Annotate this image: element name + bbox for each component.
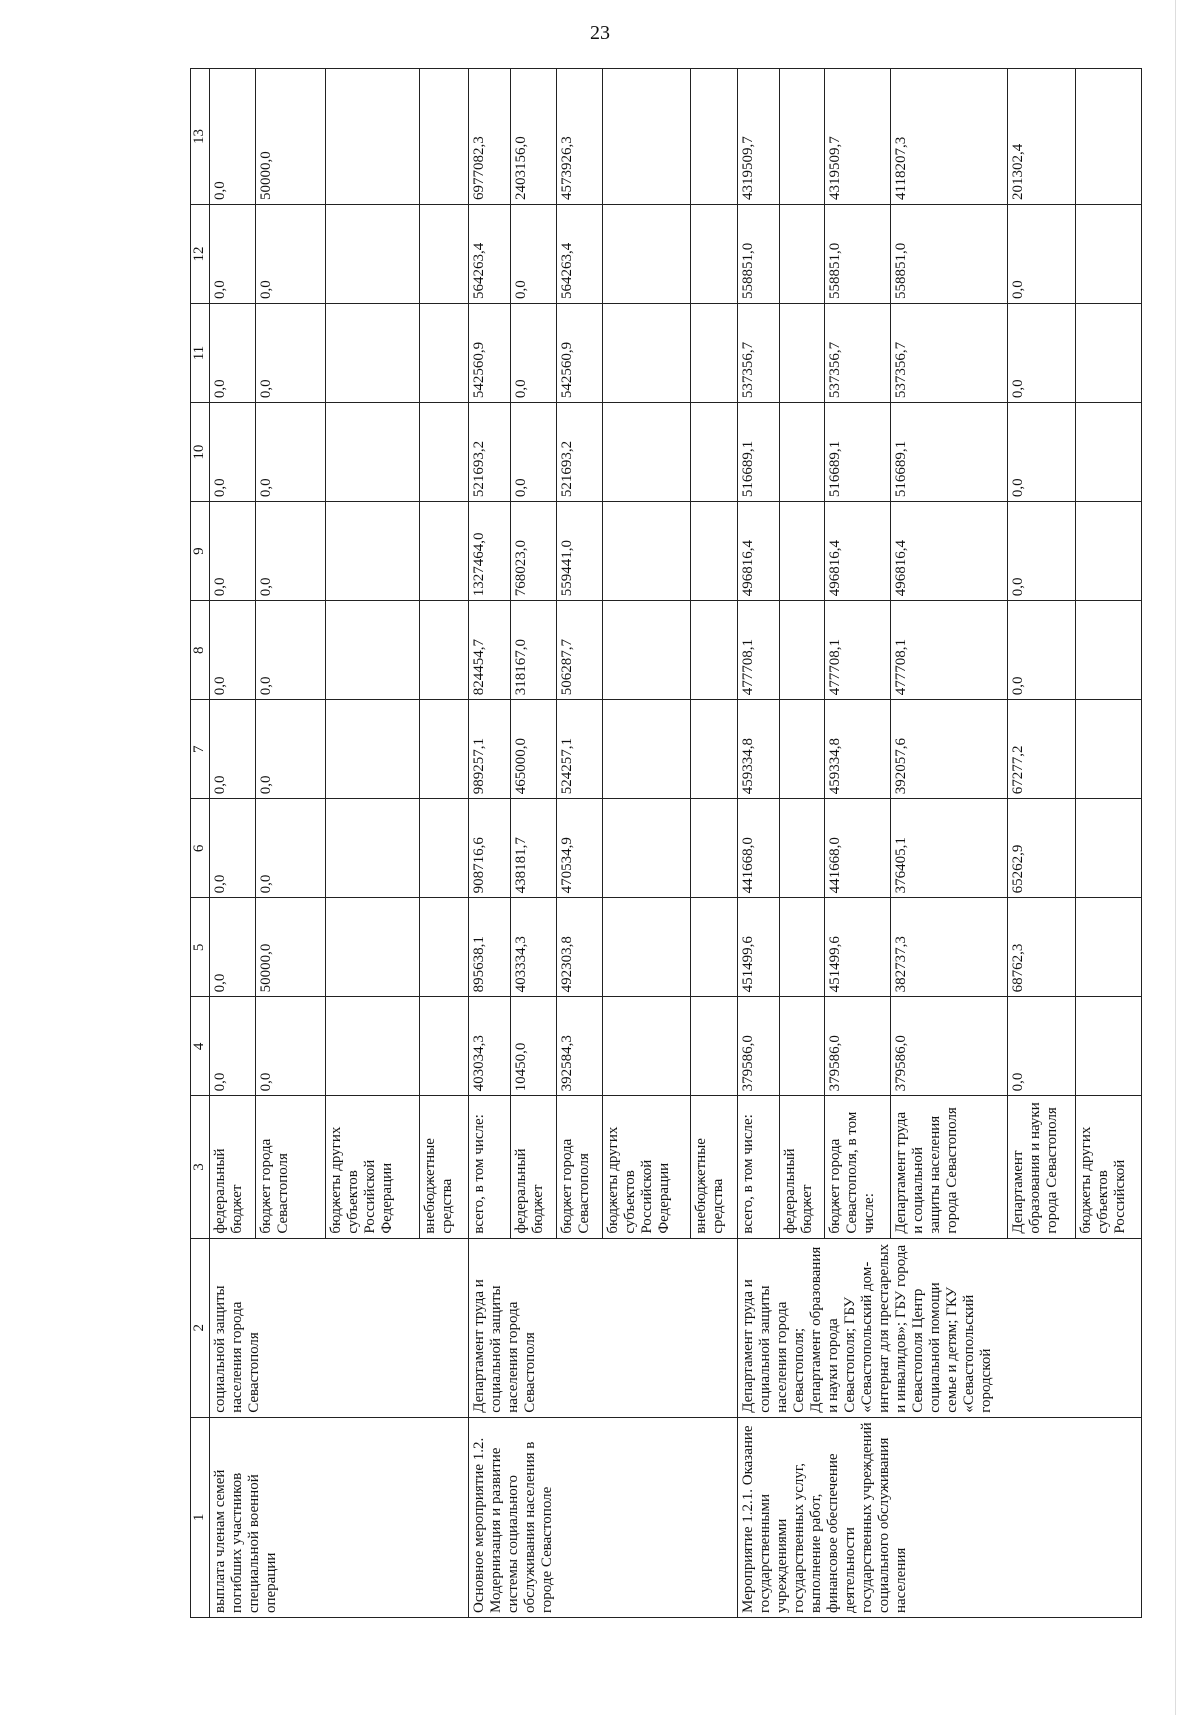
value-cell: 824454,7	[469, 601, 511, 700]
funding-source: внебюджетные средства	[690, 1096, 737, 1238]
value-cell: 0,0	[1008, 997, 1076, 1096]
value-cell: 438181,7	[511, 799, 557, 898]
value-cell	[419, 304, 468, 403]
value-cell: 989257,1	[469, 700, 511, 799]
value-cell	[690, 69, 737, 205]
value-cell	[690, 403, 737, 502]
value-cell	[779, 304, 825, 403]
value-cell: 0,0	[1008, 403, 1076, 502]
column-header-11: 11	[191, 304, 210, 403]
column-header-10: 10	[191, 403, 210, 502]
value-cell: 459334,8	[825, 700, 891, 799]
program-item-name: Основное мероприятие 1.2. Модернизация и развитие системы социального обслуживания населения в городе Севастополе	[469, 1417, 737, 1617]
value-cell: 2403156,0	[511, 69, 557, 205]
value-cell: 470534,9	[556, 799, 602, 898]
value-cell: 50000,0	[255, 69, 325, 205]
value-cell: 559441,0	[556, 502, 602, 601]
value-cell: 392584,3	[556, 997, 602, 1096]
value-cell: 0,0	[210, 69, 256, 205]
value-cell: 65262,9	[1008, 799, 1076, 898]
value-cell	[602, 304, 690, 403]
value-cell: 459334,8	[737, 700, 779, 799]
value-cell: 0,0	[255, 502, 325, 601]
value-cell: 564263,4	[469, 205, 511, 304]
header-row	[191, 69, 210, 1618]
value-cell: 0,0	[255, 205, 325, 304]
table-row	[210, 69, 256, 1618]
value-cell: 542560,9	[556, 304, 602, 403]
value-cell	[779, 898, 825, 997]
value-cell: 0,0	[255, 997, 325, 1096]
column-header-12: 12	[191, 205, 210, 304]
value-cell	[419, 403, 468, 502]
column-header-4: 4	[191, 997, 210, 1096]
value-cell	[326, 601, 420, 700]
value-cell: 0,0	[1008, 304, 1076, 403]
value-cell	[602, 997, 690, 1096]
funding-source: Департамент образования и науки города Севастополя	[1008, 1096, 1076, 1238]
funding-source: федеральный бюджет	[210, 1096, 256, 1238]
value-cell: 68762,3	[1008, 898, 1076, 997]
value-cell	[1076, 601, 1142, 700]
value-cell: 506287,7	[556, 601, 602, 700]
page-number: 23	[590, 22, 610, 44]
value-cell: 201302,4	[1008, 69, 1076, 205]
value-cell	[419, 700, 468, 799]
funding-source: федеральный бюджет	[511, 1096, 557, 1238]
value-cell	[602, 799, 690, 898]
value-cell: 0,0	[1008, 601, 1076, 700]
value-cell	[779, 799, 825, 898]
value-cell: 403034,3	[469, 997, 511, 1096]
value-cell: 537356,7	[737, 304, 779, 403]
value-cell: 542560,9	[469, 304, 511, 403]
value-cell	[419, 601, 468, 700]
value-cell	[602, 898, 690, 997]
value-cell: 0,0	[511, 304, 557, 403]
value-cell: 0,0	[255, 403, 325, 502]
responsible-executor: Департамент труда и социальной защиты населения города Севастополя	[469, 1238, 737, 1417]
value-cell	[419, 898, 468, 997]
funding-source: бюджеты других субъектов Российской	[1076, 1096, 1142, 1238]
value-cell: 492303,8	[556, 898, 602, 997]
value-cell	[326, 205, 420, 304]
value-cell	[1076, 403, 1142, 502]
column-header-2: 2	[191, 1238, 210, 1417]
value-cell: 379586,0	[891, 997, 1008, 1096]
value-cell	[602, 205, 690, 304]
funding-source: всего, в том числе:	[469, 1096, 511, 1238]
value-cell: 50000,0	[255, 898, 325, 997]
value-cell: 516689,1	[737, 403, 779, 502]
responsible-executor: Департамент труда и социальной защиты населения города Севастополя; Департамент образования и науки города Севастополя; ГБУ «Севастопольский дом-интернат для престарелых и инвалидов»; ГБУ города Севастополя Центр социальной помощи семье и детям; ГКУ «Севастопольский городской	[737, 1238, 1141, 1417]
value-cell: 516689,1	[825, 403, 891, 502]
value-cell	[690, 700, 737, 799]
funding-source: бюджет города Севастополя	[255, 1096, 325, 1238]
value-cell	[419, 205, 468, 304]
value-cell: 4319509,7	[825, 69, 891, 205]
value-cell: 465000,0	[511, 700, 557, 799]
value-cell: 0,0	[1008, 502, 1076, 601]
column-header-6: 6	[191, 799, 210, 898]
value-cell	[326, 898, 420, 997]
value-cell: 376405,1	[891, 799, 1008, 898]
value-cell	[690, 304, 737, 403]
value-cell	[1076, 700, 1142, 799]
value-cell: 0,0	[255, 304, 325, 403]
value-cell: 6977082,3	[469, 69, 511, 205]
value-cell: 379586,0	[825, 997, 891, 1096]
value-cell	[690, 997, 737, 1096]
value-cell: 908716,6	[469, 799, 511, 898]
value-cell	[1076, 502, 1142, 601]
value-cell: 4118207,3	[891, 69, 1008, 205]
value-cell: 451499,6	[825, 898, 891, 997]
value-cell: 521693,2	[469, 403, 511, 502]
value-cell	[690, 601, 737, 700]
value-cell: 67277,2	[1008, 700, 1076, 799]
value-cell: 392057,6	[891, 700, 1008, 799]
column-header-1: 1	[191, 1417, 210, 1617]
value-cell	[1076, 205, 1142, 304]
value-cell: 558851,0	[737, 205, 779, 304]
funding-source: бюджеты других субъектов Российской Федерации	[602, 1096, 690, 1238]
value-cell: 496816,4	[891, 502, 1008, 601]
value-cell	[326, 502, 420, 601]
value-cell	[602, 403, 690, 502]
column-header-5: 5	[191, 898, 210, 997]
value-cell: 0,0	[210, 601, 256, 700]
budget-table	[190, 68, 1142, 1618]
value-cell: 382737,3	[891, 898, 1008, 997]
funding-source: бюджет города Севастополя, в том числе:	[825, 1096, 891, 1238]
value-cell	[419, 997, 468, 1096]
column-header-7: 7	[191, 700, 210, 799]
value-cell: 4573926,3	[556, 69, 602, 205]
value-cell: 0,0	[255, 601, 325, 700]
funding-source: бюджет города Севастополя	[556, 1096, 602, 1238]
value-cell: 0,0	[210, 898, 256, 997]
value-cell: 516689,1	[891, 403, 1008, 502]
value-cell	[602, 601, 690, 700]
funding-source: внебюджетные средства	[419, 1096, 468, 1238]
value-cell	[690, 502, 737, 601]
table-row	[469, 69, 511, 1618]
funding-source: федеральный бюджет	[779, 1096, 825, 1238]
value-cell: 558851,0	[825, 205, 891, 304]
value-cell	[779, 700, 825, 799]
value-cell	[690, 799, 737, 898]
value-cell: 403334,3	[511, 898, 557, 997]
table-body	[210, 69, 1142, 1618]
value-cell: 4319509,7	[737, 69, 779, 205]
value-cell	[779, 502, 825, 601]
value-cell	[1076, 997, 1142, 1096]
value-cell: 564263,4	[556, 205, 602, 304]
value-cell	[602, 502, 690, 601]
value-cell	[326, 700, 420, 799]
funding-source: Департамент труда и социальной защиты населения города Севастополя	[891, 1096, 1008, 1238]
value-cell: 0,0	[511, 205, 557, 304]
value-cell	[779, 69, 825, 205]
value-cell: 0,0	[511, 403, 557, 502]
value-cell: 477708,1	[891, 601, 1008, 700]
value-cell	[326, 403, 420, 502]
value-cell	[602, 69, 690, 205]
value-cell	[779, 403, 825, 502]
value-cell: 477708,1	[737, 601, 779, 700]
value-cell: 537356,7	[891, 304, 1008, 403]
value-cell: 768023,0	[511, 502, 557, 601]
rotated-table-container	[190, 68, 1142, 1618]
value-cell: 318167,0	[511, 601, 557, 700]
table-row	[737, 69, 779, 1618]
value-cell	[326, 997, 420, 1096]
value-cell	[1076, 304, 1142, 403]
value-cell: 0,0	[210, 997, 256, 1096]
value-cell: 1327464,0	[469, 502, 511, 601]
value-cell: 496816,4	[737, 502, 779, 601]
value-cell	[1076, 799, 1142, 898]
value-cell: 0,0	[210, 403, 256, 502]
value-cell	[326, 69, 420, 205]
value-cell: 0,0	[210, 700, 256, 799]
value-cell: 441668,0	[737, 799, 779, 898]
funding-source: бюджеты других субъектов Российской Федерации	[326, 1096, 420, 1238]
value-cell: 10450,0	[511, 997, 557, 1096]
value-cell	[779, 205, 825, 304]
value-cell	[419, 502, 468, 601]
value-cell: 0,0	[255, 700, 325, 799]
value-cell: 521693,2	[556, 403, 602, 502]
column-header-8: 8	[191, 601, 210, 700]
value-cell	[419, 69, 468, 205]
value-cell: 0,0	[210, 205, 256, 304]
program-item-name: выплата членам семей погибших участников специальной военной операции	[210, 1417, 469, 1617]
value-cell: 0,0	[1008, 205, 1076, 304]
value-cell: 496816,4	[825, 502, 891, 601]
value-cell: 895638,1	[469, 898, 511, 997]
scan-edge-mark	[1175, 0, 1176, 1715]
value-cell	[779, 997, 825, 1096]
value-cell: 451499,6	[737, 898, 779, 997]
value-cell	[690, 898, 737, 997]
column-header-13: 13	[191, 69, 210, 205]
table-rotation-frame	[190, 68, 1142, 1618]
value-cell: 558851,0	[891, 205, 1008, 304]
value-cell: 0,0	[210, 304, 256, 403]
value-cell: 477708,1	[825, 601, 891, 700]
value-cell: 379586,0	[737, 997, 779, 1096]
value-cell	[1076, 898, 1142, 997]
value-cell: 537356,7	[825, 304, 891, 403]
value-cell: 0,0	[210, 799, 256, 898]
value-cell	[602, 700, 690, 799]
value-cell	[326, 304, 420, 403]
value-cell: 0,0	[255, 799, 325, 898]
program-item-name: Мероприятие 1.2.1. Оказание государственными учреждениями государственных услуг, выполнение работ, финансовое обеспечение деятельности государственных учреждений социального обслуживания населения	[737, 1417, 1141, 1617]
responsible-executor: социальной защиты населения города Севастополя	[210, 1238, 469, 1417]
value-cell	[1076, 69, 1142, 205]
value-cell	[419, 799, 468, 898]
value-cell: 0,0	[210, 502, 256, 601]
value-cell	[326, 799, 420, 898]
funding-source: всего, в том числе:	[737, 1096, 779, 1238]
value-cell	[779, 601, 825, 700]
value-cell: 441668,0	[825, 799, 891, 898]
column-header-9: 9	[191, 502, 210, 601]
value-cell	[690, 205, 737, 304]
value-cell: 524257,1	[556, 700, 602, 799]
column-header-3: 3	[191, 1096, 210, 1238]
